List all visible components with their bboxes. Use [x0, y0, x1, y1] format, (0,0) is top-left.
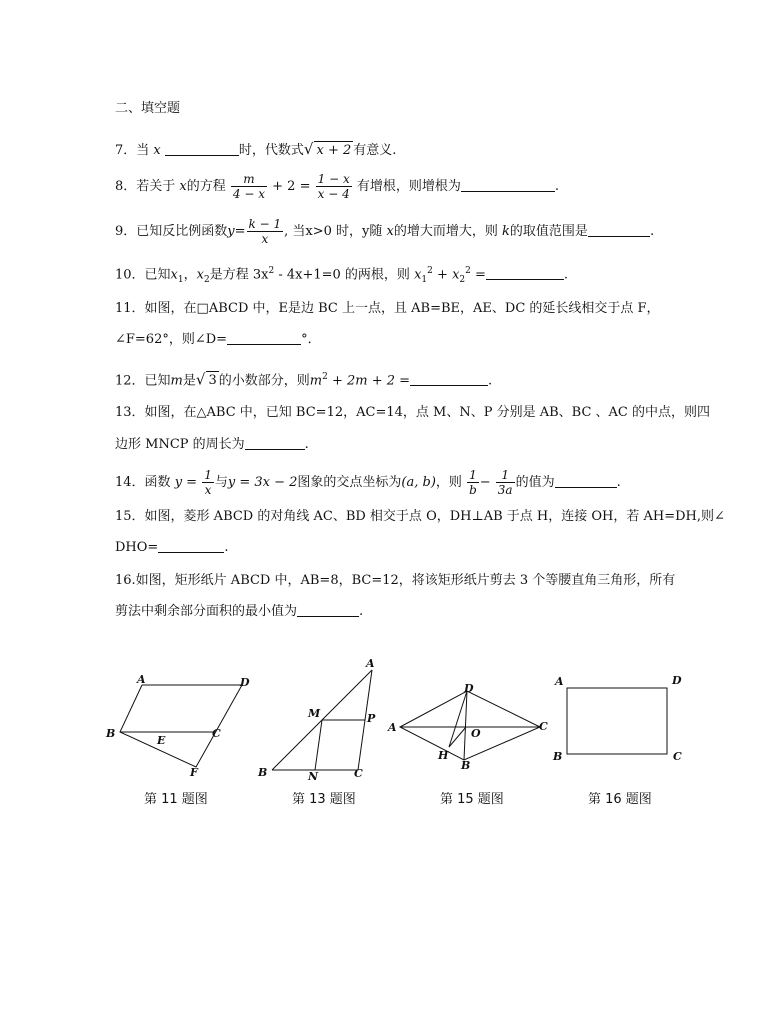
question-13-line-2	[115, 436, 309, 454]
q9-x: x	[386, 224, 394, 239]
q7-var: x	[153, 143, 161, 158]
q8-f2-num: 1 − x	[317, 172, 350, 186]
question-14	[115, 468, 621, 497]
question-12: 12．已知m是√ 3 的小数部分，则$m^2 + 2m + 2$ = .	[115, 370, 493, 389]
sqrt-symbol: √	[303, 140, 314, 158]
figures-svg	[0, 650, 775, 790]
q14-y2: y = 3x − 2	[227, 475, 298, 490]
q9-cond: x>0 时，	[305, 224, 363, 239]
q14-f1-num: 1	[204, 468, 212, 482]
fig13-caption: 第 13 题图	[292, 792, 356, 807]
q10-expr1: x	[414, 267, 422, 283]
fig13-mn	[315, 720, 322, 770]
q9-mid3: 的增大而增大，则	[393, 224, 498, 239]
q14-f2-num: 1	[467, 468, 479, 483]
fig16-caption: 第 16 题图	[588, 792, 652, 807]
q9-answer-blank[interactable]	[588, 223, 650, 237]
fig11-label-d: D	[240, 676, 250, 689]
q11-line2-post: °．	[301, 332, 321, 347]
q10-sep: ，	[183, 267, 197, 283]
q9-prefix: 9．已知反比例函数	[115, 224, 228, 239]
q7-post: 有意义.	[353, 143, 397, 158]
fig15-label-h: H	[438, 749, 449, 762]
q10-eq: - 4x+1=0 的两根，则	[274, 267, 410, 283]
q8-f1-den: 4 − x	[232, 187, 266, 201]
q12-mid2: 的小数部分，则	[218, 373, 310, 389]
q9-post: 的取值范围是	[509, 224, 588, 239]
fig15-label-a: A	[388, 721, 397, 734]
q14-point: (a, b)	[401, 475, 436, 490]
q9-mid: , 当	[284, 224, 306, 239]
q11-line2-pre: ∠F=62°，则∠D=	[115, 332, 228, 347]
fig13-label-m: M	[308, 707, 321, 720]
q14-f3-num: 1	[496, 468, 515, 483]
q8-plus: + 2 =	[272, 179, 311, 194]
fig16-label-b: B	[553, 750, 563, 763]
fig13-label-p: P	[367, 712, 376, 725]
fig11-label-e: E	[157, 734, 166, 747]
q9-f-num: k − 1	[248, 217, 282, 231]
fig11-label-c: C	[212, 727, 221, 740]
q8-end: .	[554, 179, 560, 194]
q10-x2: x	[196, 267, 204, 283]
fig16-label-a: A	[555, 675, 564, 688]
q10-end: .	[563, 267, 569, 283]
q14-fraction-2	[467, 468, 479, 497]
fig13-label-n: N	[308, 770, 319, 783]
fig11-label-f: F	[190, 766, 198, 779]
fig16-label-d: D	[672, 674, 682, 687]
q12-radicand: 3	[208, 373, 217, 389]
q12-expr: m	[309, 373, 323, 389]
q10-mid: 是方程 3x	[209, 267, 269, 283]
question-16-line-2	[115, 603, 363, 621]
q14-f3-den: 3a	[497, 483, 513, 497]
q9-f-den: x	[261, 232, 269, 246]
q16-line2-pre: 剪法中剩余部分面积的最小值为	[115, 604, 298, 619]
q12-expr-rest: + 2m + 2 =	[327, 373, 411, 389]
question-15-line-1: 15．如图，菱形 ABCD 的对角线 AC、BD 相交于点 O，DH⊥AB 于点 H，连接 OH，若 AH=DH,则∠	[115, 509, 725, 524]
q11-answer-blank[interactable]	[227, 331, 301, 345]
q16-answer-blank[interactable]	[297, 603, 359, 617]
question-8	[115, 172, 559, 201]
q15-line2-pre: DHO=	[115, 540, 159, 555]
q8-mid: 的方程	[186, 179, 226, 194]
q14-mid: 与	[214, 475, 228, 490]
q13-end: .	[304, 437, 309, 452]
question-10: 10．已知$x_1$，$x_2$是方程 $3x^2 - 4x+1=0$ 的两根，则 $x_1^2 + x_2^2$ = .	[115, 266, 569, 285]
q9-mid2: y随	[362, 224, 383, 239]
q13-line2-pre: 边形 MNCP 的周长为	[115, 437, 245, 452]
q14-fraction-1	[202, 468, 214, 497]
q13-answer-blank[interactable]	[245, 436, 305, 450]
question-13-line-1: 13．如图，在△ABC 中，已知 BC=12，AC=14，点 M、N、P 分别是 AB、BC 、AC 的中点，则四	[115, 405, 710, 420]
q14-y: y =	[174, 475, 198, 490]
q8-var: x	[179, 179, 187, 194]
q9-y: y=	[227, 224, 246, 239]
fig16-label-c: C	[673, 750, 682, 763]
q15-end: .	[224, 540, 229, 555]
fig15-ho	[449, 727, 466, 747]
q9-end: .	[649, 224, 655, 239]
q14-end: .	[616, 475, 621, 490]
fig11-shape	[120, 685, 242, 767]
q8-fraction-2	[316, 172, 352, 201]
question-15-line-2	[115, 539, 228, 557]
q8-fraction-1	[231, 172, 267, 201]
q10-prefix: 10．已知	[115, 267, 171, 283]
q14-mid3: ，则	[435, 475, 462, 490]
q8-answer-blank[interactable]	[461, 178, 555, 192]
fig11-caption: 第 11 题图	[144, 792, 208, 807]
q14-mid2: 图象的交点坐标为	[297, 475, 402, 490]
fig15-label-d: D	[464, 682, 474, 695]
q14-answer-blank[interactable]	[555, 474, 617, 488]
fig13-label-c: C	[354, 767, 363, 780]
q9-k: k	[502, 224, 510, 239]
q14-minus: −	[479, 475, 491, 490]
q16-end: .	[359, 604, 364, 619]
fig15-label-c: C	[539, 720, 548, 733]
q8-post: 有增根，则增根为	[356, 179, 461, 194]
q14-prefix: 14．函数	[115, 475, 171, 490]
question-11-line-1: 11．如图，在□ABCD 中，E是边 BC 上一点，且 AB=BE，AE、DC 的延长线相交于点 F，	[115, 301, 660, 316]
q14-f1-den: x	[204, 483, 212, 497]
fig13-label-a: A	[366, 657, 375, 670]
q7-mid: 时，代数式	[238, 143, 304, 158]
q12-answer-blank[interactable]	[410, 372, 488, 386]
question-9	[115, 217, 654, 246]
q14-fraction-3	[496, 468, 515, 497]
fig15-label-o: O	[471, 727, 481, 740]
fig11-label-a: A	[137, 673, 146, 686]
fig11-label-b: B	[106, 727, 116, 740]
q12-prefix: 12．已知	[115, 373, 171, 389]
q7-radicand: x + 2	[316, 143, 352, 158]
q8-f1-num: m	[231, 172, 267, 187]
sqrt-symbol: √	[195, 370, 206, 389]
q7-answer-blank[interactable]	[165, 142, 239, 156]
question-7	[115, 140, 396, 160]
q10-equals: =	[470, 267, 486, 283]
q12-mid: 是	[182, 373, 196, 389]
q7-prefix: 7．当	[115, 143, 150, 158]
fig13-label-b: B	[258, 766, 268, 779]
q8-prefix: 8．若关于	[115, 179, 176, 194]
question-16-line-1: 16.如图，矩形纸片 ABCD 中，AB=8，BC=12，将该矩形纸片剪去 3 个等腰直角三角形，所有	[115, 573, 676, 588]
fig16-rect	[567, 688, 667, 754]
q14-post: 的值为	[515, 475, 555, 490]
fig15-rhombus	[400, 691, 540, 760]
fig15-label-b: B	[461, 759, 471, 772]
q12-m: m	[170, 373, 183, 389]
fig15-caption: 第 15 题图	[440, 792, 504, 807]
q9-fraction	[247, 217, 284, 246]
fig15-bd	[464, 691, 467, 760]
q10-answer-blank[interactable]	[486, 266, 564, 280]
q8-f2-den: x − 4	[317, 187, 350, 201]
q10-expr2: x	[452, 267, 460, 283]
q14-f2-den: b	[469, 483, 477, 497]
q10-x1: x	[170, 267, 178, 283]
question-11-line-2	[115, 331, 321, 349]
section-title: 二、填空题	[115, 101, 181, 116]
q12-end: .	[488, 373, 493, 389]
q10-plus: +	[432, 267, 453, 283]
q15-answer-blank[interactable]	[158, 539, 224, 553]
